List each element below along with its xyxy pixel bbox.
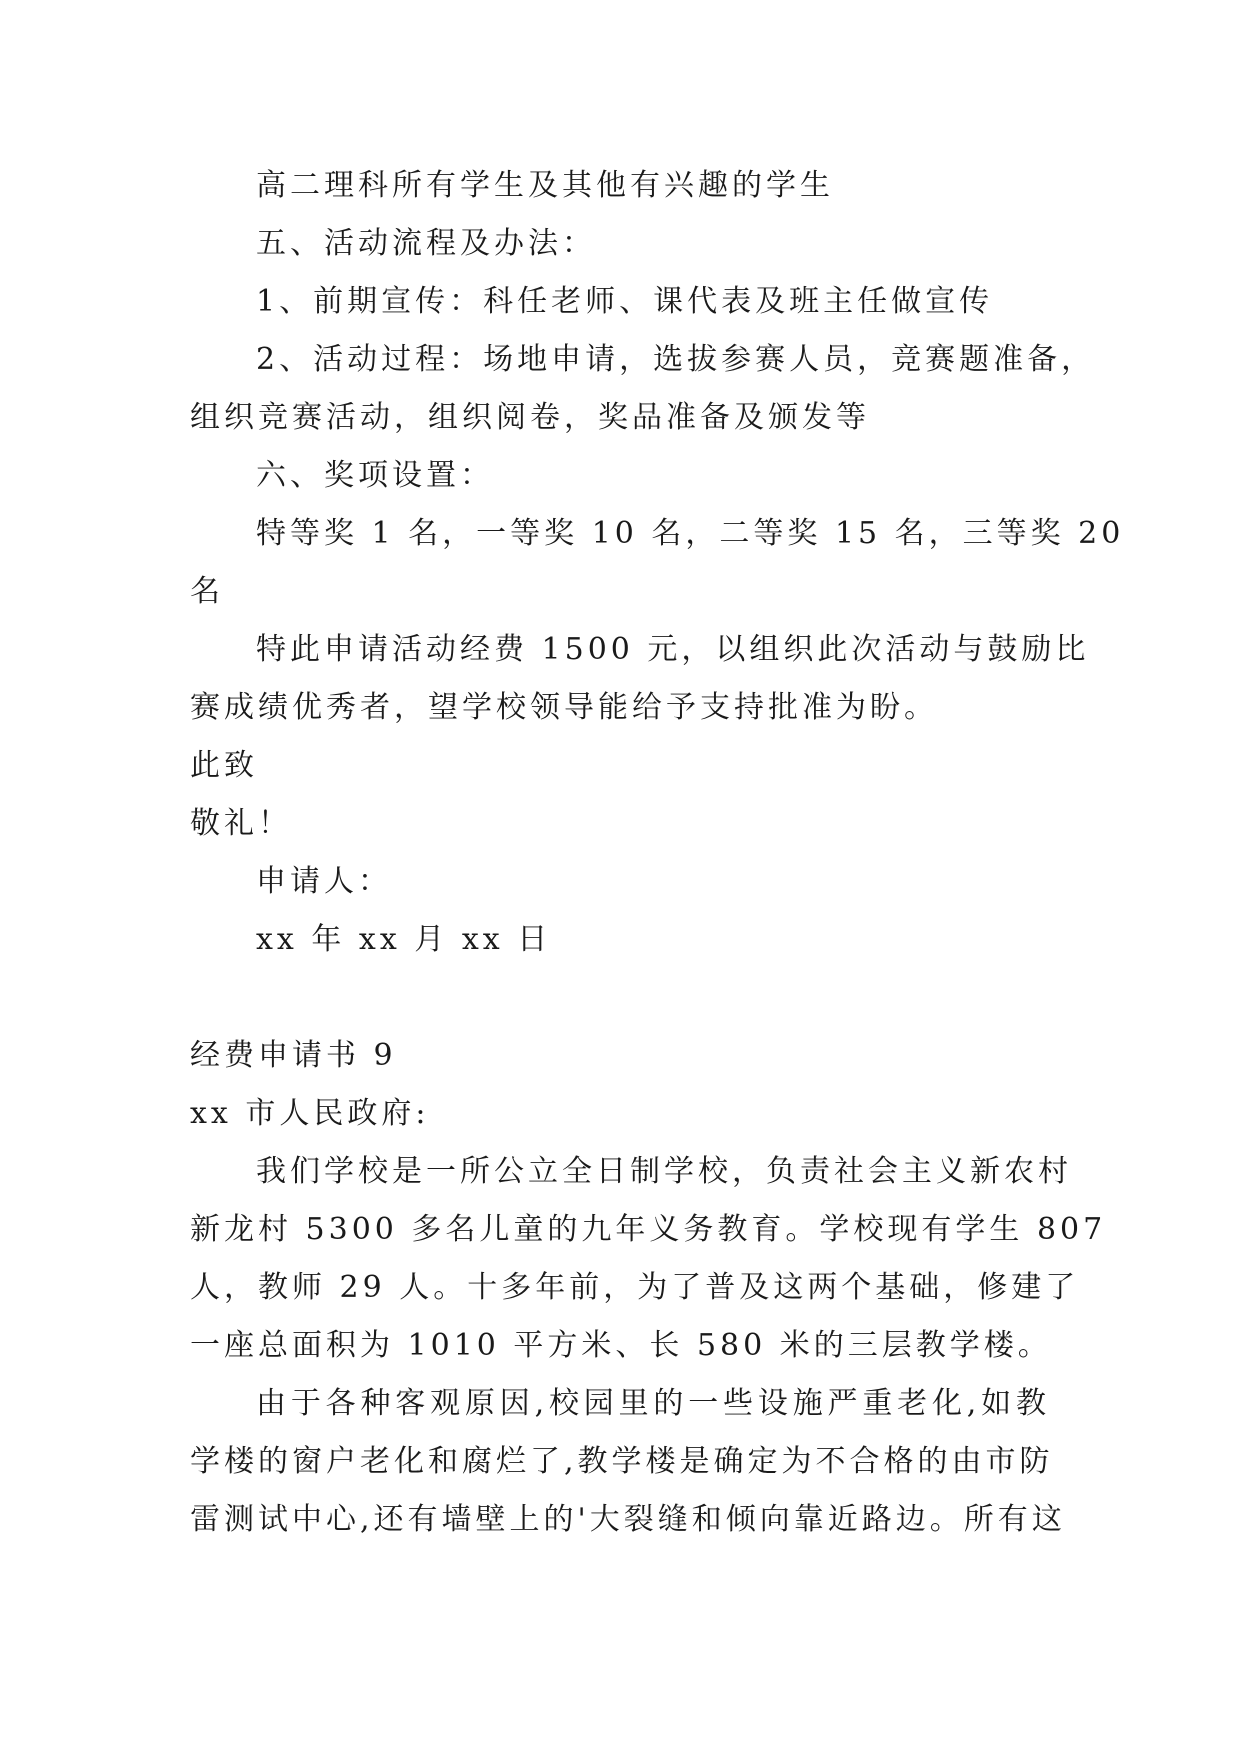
- text-line: 学楼的窗户老化和腐烂了,教学楼是确定为不合格的由市防: [190, 1444, 1054, 1479]
- closing-line: 敬礼！: [190, 806, 292, 841]
- text-line: 组织竞赛活动，组织阅卷，奖品准备及颁发等: [190, 400, 870, 435]
- text-line: 赛成绩优秀者，望学校领导能给予支持批准为盼。: [190, 690, 938, 725]
- text-line: 高二理科所有学生及其他有兴趣的学生: [256, 168, 834, 203]
- text-line: 新龙村 5300 多名儿童的九年义务教育。学校现有学生 807: [190, 1212, 1107, 1247]
- applicant-label: 申请人：: [256, 864, 392, 899]
- closing-line: 此致: [190, 748, 258, 783]
- text-line: 特此申请活动经费 1500 元，以组织此次活动与鼓励比: [256, 632, 1090, 667]
- text-line: 我们学校是一所公立全日制学校，负责社会主义新农村: [256, 1154, 1072, 1189]
- text-line: 1、前期宣传：科任老师、课代表及班主任做宣传: [256, 284, 994, 319]
- text-line: 一座总面积为 1010 平方米、长 580 米的三层教学楼。: [190, 1328, 1052, 1363]
- section-heading: 六、奖项设置：: [256, 458, 494, 493]
- text-line: 雷测试中心,还有墙壁上的'大裂缝和倾向靠近路边。所有这: [190, 1502, 1066, 1537]
- text-line: 特等奖 1 名，一等奖 10 名，二等奖 15 名，三等奖 20: [256, 516, 1125, 551]
- document-title: 经费申请书 9: [190, 1038, 397, 1073]
- recipient-line: xx 市人民政府:: [190, 1096, 430, 1131]
- section-heading: 五、活动流程及办法：: [256, 226, 596, 261]
- text-line: 名: [190, 574, 224, 609]
- text-line: 由于各种客观原因,校园里的一些设施严重老化,如教: [256, 1386, 1050, 1421]
- text-line: 人，教师 29 人。十多年前，为了普及这两个基础，修建了: [190, 1270, 1080, 1305]
- text-line: 2、活动过程：场地申请，选拔参赛人员，竞赛题准备，: [256, 342, 1096, 377]
- date-line: xx 年 xx 月 xx 日: [256, 922, 552, 957]
